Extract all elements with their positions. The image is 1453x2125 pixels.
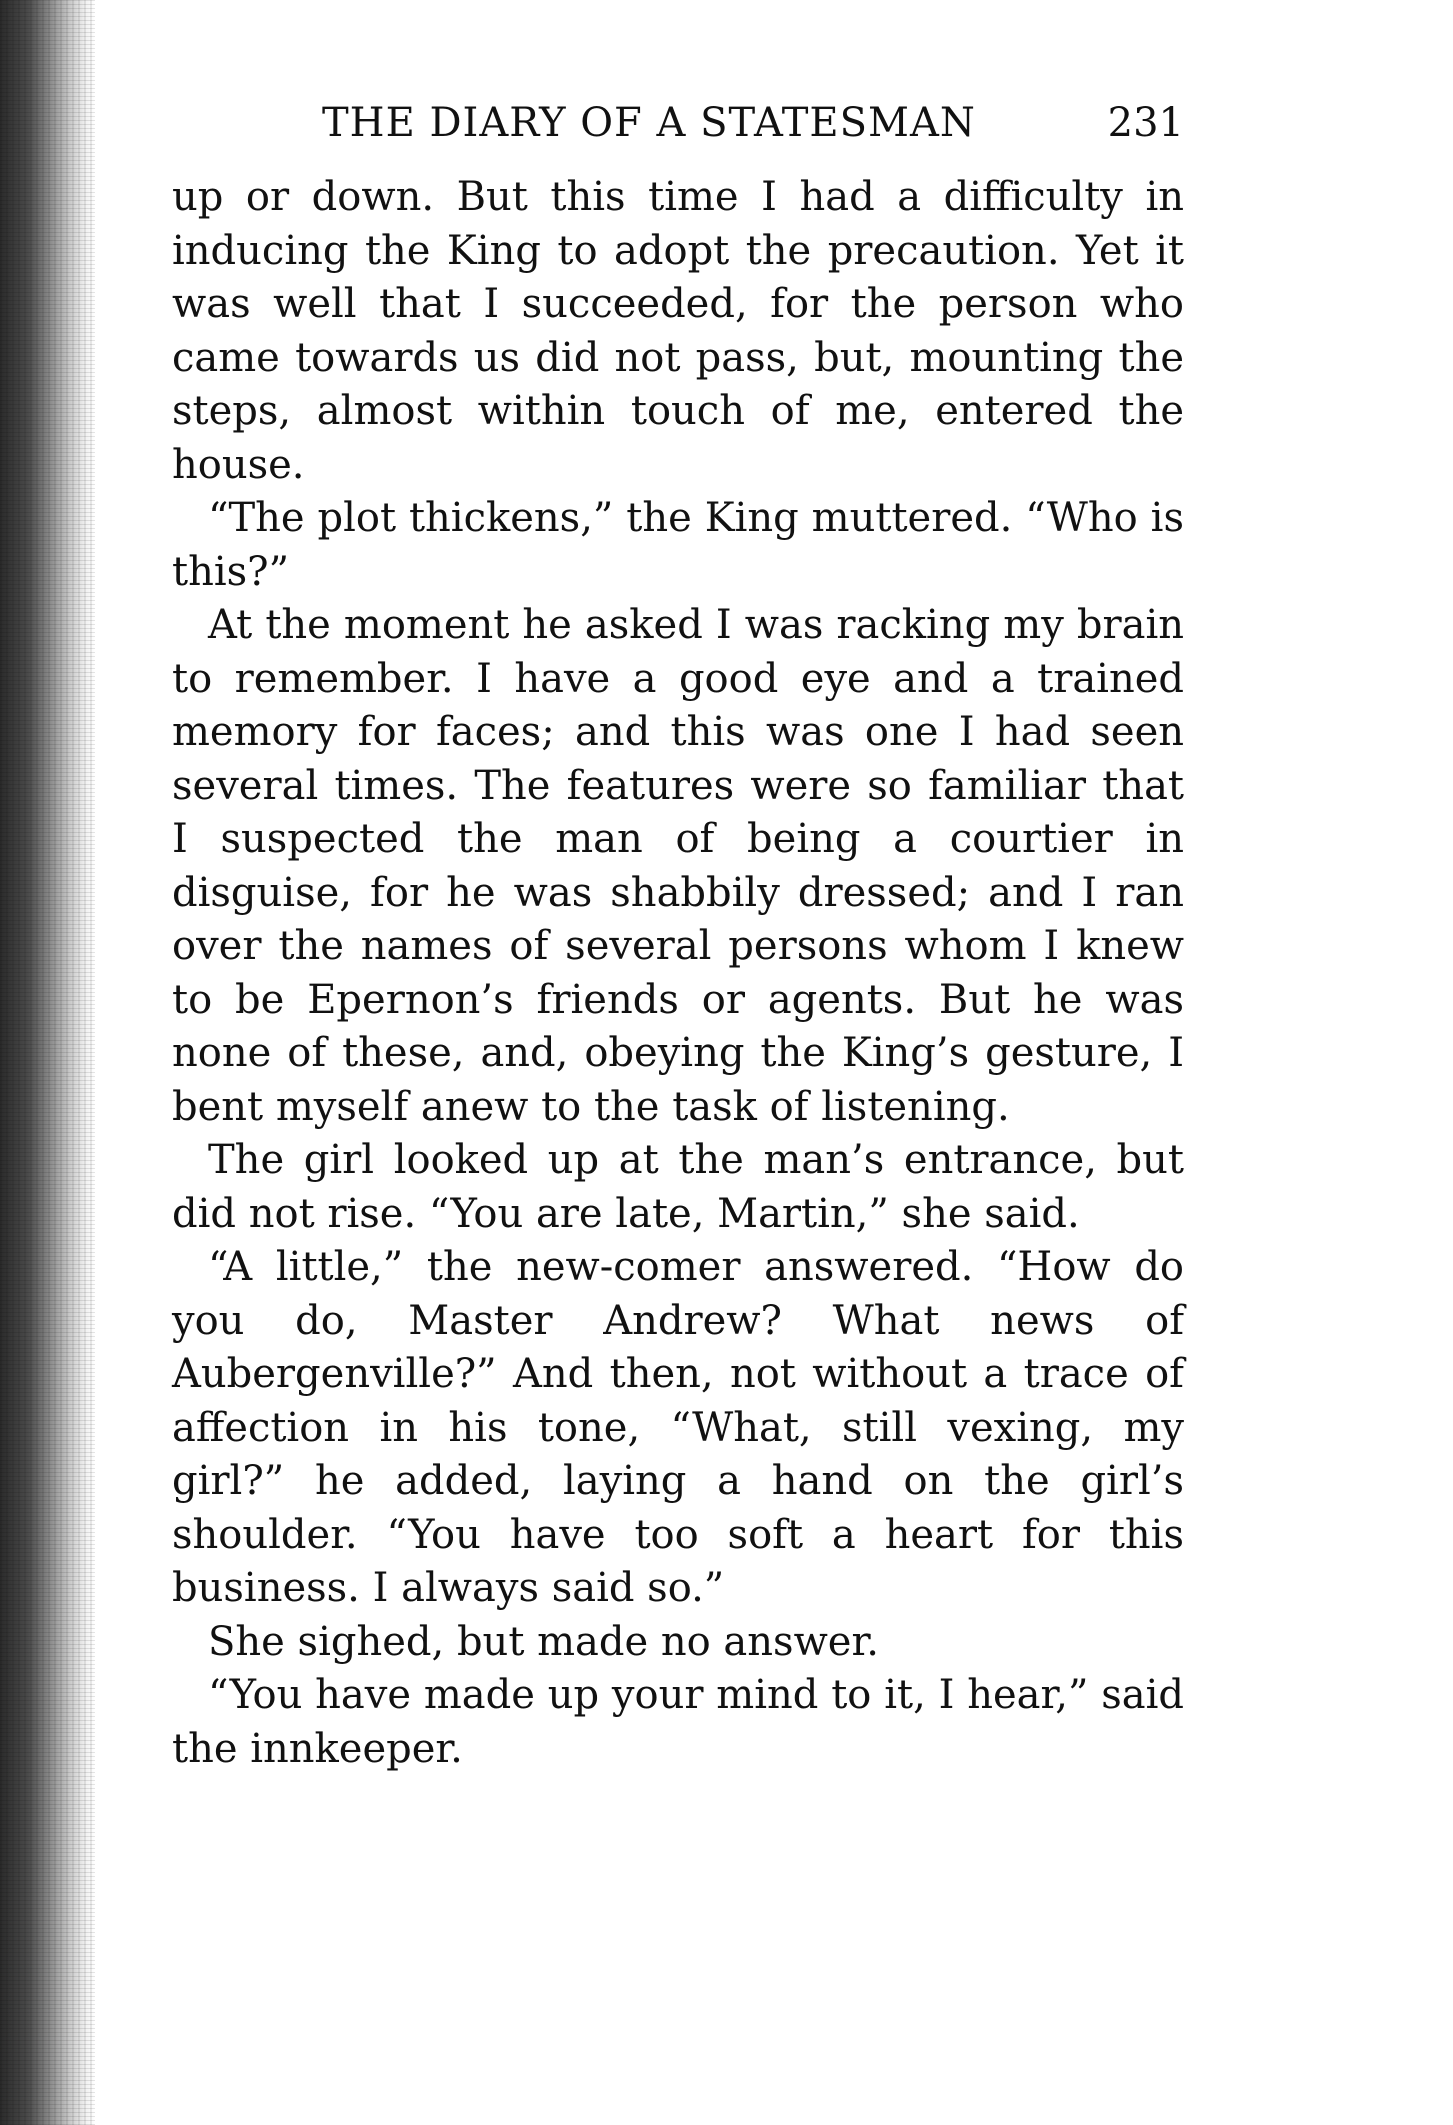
paragraph: up or down. But this time I had a difficulty in inducing the King to adopt the precaution. Yet it was well that I succeeded, for the person who came towards us did not pass, but, mounting the steps, almost within touch of me, entered the house. bbox=[172, 174, 1184, 488]
page-number: 231 bbox=[1107, 100, 1184, 146]
paragraph: “You have made up your mind to it, I hear,” said the innkeeper. bbox=[172, 1672, 1184, 1772]
body-text bbox=[172, 171, 1184, 1776]
book-page bbox=[172, 95, 1184, 1776]
page-binding-edge bbox=[0, 0, 95, 2125]
paragraph: “A little,” the new-comer answered. “How do you do, Master Andrew? What news of Aubergenville?” And then, not without a trace of affection in his tone, “What, still vexing, my girl?” he added, laying a hand on the girl’s shoulder. “You have too soft a heart for this business. I always said so.” bbox=[172, 1244, 1184, 1611]
paragraph: At the moment he asked I was racking my brain to remember. I have a good eye and a trained memory for faces; and this was one I had seen several times. The features were so familiar that I suspected the man of being a courtier in disguise, for he was shabbily dressed; and I ran over the names of several persons whom I knew to be Epernon’s friends or agents. But he was none of these, and, obeying the King’s gesture, I bent myself anew to the task of listening. bbox=[172, 602, 1184, 1130]
running-head-title: THE DIARY OF A STATESMAN bbox=[322, 100, 976, 146]
paragraph: The girl looked up at the man’s entrance, but did not rise. “You are late, Martin,” she said. bbox=[172, 1137, 1184, 1237]
paragraph: She sighed, but made no answer. bbox=[208, 1618, 879, 1665]
paragraph: “The plot thickens,” the King muttered. “Who is this?” bbox=[172, 495, 1184, 595]
running-head bbox=[172, 95, 1184, 151]
